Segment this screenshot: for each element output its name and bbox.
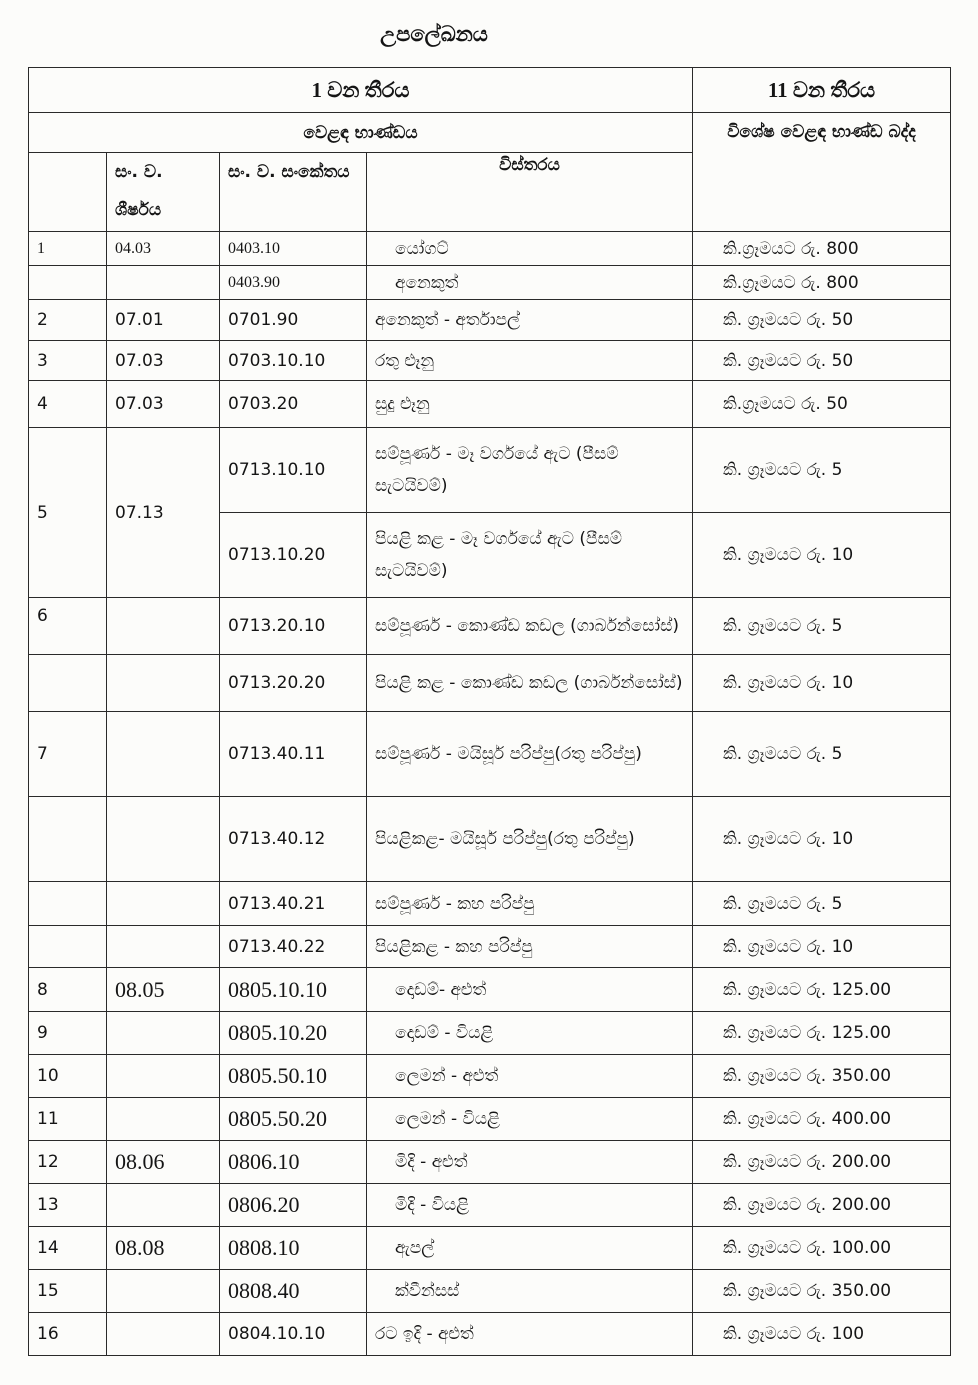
table-row xyxy=(29,882,951,926)
table-row xyxy=(29,926,951,968)
description: අනෙකුත් - අර්තාපල් xyxy=(367,300,693,341)
description: ඇපල් xyxy=(367,1227,693,1270)
hs-code: 0713.40.12 xyxy=(220,797,367,882)
header-row-goods xyxy=(29,113,951,153)
tier-2-header: 11 වන තීරය xyxy=(693,68,951,113)
hs-heading xyxy=(107,926,220,968)
row-number xyxy=(29,655,107,712)
description: රතු ළූනු xyxy=(367,341,693,381)
row-number: 10 xyxy=(29,1055,107,1098)
hs-code: 0713.10.10 xyxy=(220,428,367,513)
description: සම්පූර්ණ - කහ පරිප්පු xyxy=(367,882,693,926)
levy-rate: කි.ග්‍රෑමයට රු. 50 xyxy=(693,381,951,428)
row-number: 4 xyxy=(29,381,107,428)
hs-heading xyxy=(107,882,220,926)
levy-rate: කි. ග්‍රෑමයට රු. 5 xyxy=(693,712,951,797)
hs-code: 0805.50.20 xyxy=(220,1098,367,1141)
levy-rate: කි.ග්‍රෑමයට රු. 800 xyxy=(693,266,951,300)
hs-heading xyxy=(107,1270,220,1313)
table-row xyxy=(29,232,951,266)
row-number: 6 xyxy=(29,598,107,655)
hs-heading xyxy=(107,655,220,712)
levy-rate: කි. ග්‍රෑමයට රු. 5 xyxy=(693,428,951,513)
table-row xyxy=(29,266,951,300)
hs-code: 0713.20.10 xyxy=(220,598,367,655)
tier-1-header: 1 වන තීරය xyxy=(29,68,693,113)
hs-heading xyxy=(107,1098,220,1141)
hs-heading xyxy=(107,1313,220,1356)
row-number: 11 xyxy=(29,1098,107,1141)
description: දොඩම්- අළුත් xyxy=(367,968,693,1012)
table-row xyxy=(29,968,951,1012)
hs-code: 0808.40 xyxy=(220,1270,367,1313)
hs-heading xyxy=(107,797,220,882)
row-number: 14 xyxy=(29,1227,107,1270)
hs-code: 0701.90 xyxy=(220,300,367,341)
table-row xyxy=(29,797,951,882)
levy-rate: කි. ග්‍රෑමයට රු. 5 xyxy=(693,598,951,655)
hs-heading: 07.13 xyxy=(107,428,220,598)
levy-rate: කි. ග්‍රෑමයට රු. 100 xyxy=(693,1313,951,1356)
hs-code: 0804.10.10 xyxy=(220,1313,367,1356)
row-number: 13 xyxy=(29,1184,107,1227)
hs-heading: 08.05 xyxy=(107,968,220,1012)
row-number xyxy=(29,882,107,926)
special-levy-header: විශේෂ වෙළඳ භාණ්ඩ බද්ද xyxy=(693,113,951,232)
row-number: 12 xyxy=(29,1141,107,1184)
table-row xyxy=(29,1055,951,1098)
description: ලෙමන් - අළුත් xyxy=(367,1055,693,1098)
levy-rate: කි. ග්‍රෑමයට රු. 10 xyxy=(693,797,951,882)
levy-rate: කි. ග්‍රෑමයට රු. 200.00 xyxy=(693,1141,951,1184)
levy-rate: කි. ග්‍රෑමයට රු. 10 xyxy=(693,926,951,968)
row-number: 5 xyxy=(29,428,107,598)
table-row xyxy=(29,712,951,797)
row-number: 2 xyxy=(29,300,107,341)
description: ලෙමන් - වියළි xyxy=(367,1098,693,1141)
description: රට ඉදි - අළුත් xyxy=(367,1313,693,1356)
levy-rate: කි. ග්‍රෑමයට රු. 50 xyxy=(693,341,951,381)
levy-rate: කි. ග්‍රෑමයට රු. 10 xyxy=(693,513,951,598)
table-row xyxy=(29,1141,951,1184)
row-number: 3 xyxy=(29,341,107,381)
table-row xyxy=(29,381,951,428)
row-number: 15 xyxy=(29,1270,107,1313)
hs-code-header: සං. ව. සංකේතය xyxy=(220,153,367,232)
description: සම්පූර්ණ - මෑ වර්ගයේ ඇට (පීසම් සැටයිවම්) xyxy=(367,428,693,513)
hs-heading-header: සං. ව. ශීර්ෂය xyxy=(107,153,220,232)
table-row xyxy=(29,1270,951,1313)
row-number xyxy=(29,797,107,882)
description-header: විස්තරය xyxy=(367,153,693,232)
description: මිදි - අළුත් xyxy=(367,1141,693,1184)
hs-code: 0713.20.20 xyxy=(220,655,367,712)
row-number xyxy=(29,926,107,968)
hs-code: 0806.20 xyxy=(220,1184,367,1227)
table-row xyxy=(29,300,951,341)
table-row xyxy=(29,1098,951,1141)
hs-heading xyxy=(107,598,220,655)
hs-code: 0403.10 xyxy=(220,232,367,266)
table-row xyxy=(29,1184,951,1227)
hs-heading: 07.03 xyxy=(107,381,220,428)
hs-code: 0703.20 xyxy=(220,381,367,428)
levy-rate: කි. ග්‍රෑමයට රු. 125.00 xyxy=(693,968,951,1012)
row-number: 1 xyxy=(29,232,107,266)
description: දොඩම් - වියළි xyxy=(367,1012,693,1055)
row-number xyxy=(29,266,107,300)
description: යෝගට් xyxy=(367,232,693,266)
page-title: උපලේඛනය xyxy=(380,22,488,46)
description: ක්වීන්සස් xyxy=(367,1270,693,1313)
hs-code: 0703.10.10 xyxy=(220,341,367,381)
table-row xyxy=(29,1313,951,1356)
hs-code: 0713.10.20 xyxy=(220,513,367,598)
description: සුදු ළූනු xyxy=(367,381,693,428)
hs-heading: 08.08 xyxy=(107,1227,220,1270)
hs-heading: 07.03 xyxy=(107,341,220,381)
table-row xyxy=(29,428,951,513)
table-row xyxy=(29,1227,951,1270)
table-row xyxy=(29,655,951,712)
hs-code: 0713.40.21 xyxy=(220,882,367,926)
table-row xyxy=(29,598,951,655)
hs-code: 0713.40.22 xyxy=(220,926,367,968)
description: පියළිකළ - කහ පරිප්පු xyxy=(367,926,693,968)
row-number: 9 xyxy=(29,1012,107,1055)
schedule-table xyxy=(28,67,951,1356)
row-number: 16 xyxy=(29,1313,107,1356)
hs-heading: 04.03 xyxy=(107,232,220,266)
hs-heading xyxy=(107,712,220,797)
description: සම්පූර්ණ - කොණ්ඩ කඩල (ගාර්බන්සෝස්) xyxy=(367,598,693,655)
row-number: 7 xyxy=(29,712,107,797)
hs-code: 0805.10.10 xyxy=(220,968,367,1012)
levy-rate: කි. ග්‍රෑමයට රු. 5 xyxy=(693,882,951,926)
hs-heading xyxy=(107,1184,220,1227)
levy-rate: කි.ග්‍රෑමයට රු. 800 xyxy=(693,232,951,266)
description: මිදි - වියළි xyxy=(367,1184,693,1227)
description: සම්පූර්ණ - මයිසූර් පරිප්පු(රතු පරිප්පු) xyxy=(367,712,693,797)
header-row-tiers xyxy=(29,68,951,113)
row-number: 8 xyxy=(29,968,107,1012)
hs-code: 0805.50.10 xyxy=(220,1055,367,1098)
table-row xyxy=(29,341,951,381)
hs-heading xyxy=(107,1012,220,1055)
levy-rate: කි. ග්‍රෑමයට රු. 350.00 xyxy=(693,1270,951,1313)
hs-heading xyxy=(107,1055,220,1098)
levy-rate: කි. ග්‍රෑමයට රු. 50 xyxy=(693,300,951,341)
description: අනෙකුත් xyxy=(367,266,693,300)
hs-heading: 08.06 xyxy=(107,1141,220,1184)
hs-heading: 07.01 xyxy=(107,300,220,341)
levy-rate: කි. ග්‍රෑමයට රු. 350.00 xyxy=(693,1055,951,1098)
hs-code: 0713.40.11 xyxy=(220,712,367,797)
number-column-header xyxy=(29,153,107,232)
hs-code: 0805.10.20 xyxy=(220,1012,367,1055)
description: පියළි කළ - කොණ්ඩ කඩල (ගාර්බන්සෝස්) xyxy=(367,655,693,712)
levy-rate: කි. ග්‍රෑමයට රු. 125.00 xyxy=(693,1012,951,1055)
description: පියළිකළ- මයිසූර් පරිප්පු(රතු පරිප්පු) xyxy=(367,797,693,882)
levy-rate: කි. ග්‍රෑමයට රු. 100.00 xyxy=(693,1227,951,1270)
hs-code: 0403.90 xyxy=(220,266,367,300)
description: පියළි කළ - මෑ වර්ගයේ ඇට (පීසම් සැටයිවම්) xyxy=(367,513,693,598)
table-row xyxy=(29,1012,951,1055)
levy-rate: කි. ග්‍රෑමයට රු. 400.00 xyxy=(693,1098,951,1141)
hs-code: 0806.10 xyxy=(220,1141,367,1184)
hs-heading xyxy=(107,266,220,300)
levy-rate: කි. ග්‍රෑමයට රු. 10 xyxy=(693,655,951,712)
goods-header: වෙළඳ භාණ්ඩය xyxy=(29,113,693,153)
hs-code: 0808.10 xyxy=(220,1227,367,1270)
levy-rate: කි. ග්‍රෑමයට රු. 200.00 xyxy=(693,1184,951,1227)
